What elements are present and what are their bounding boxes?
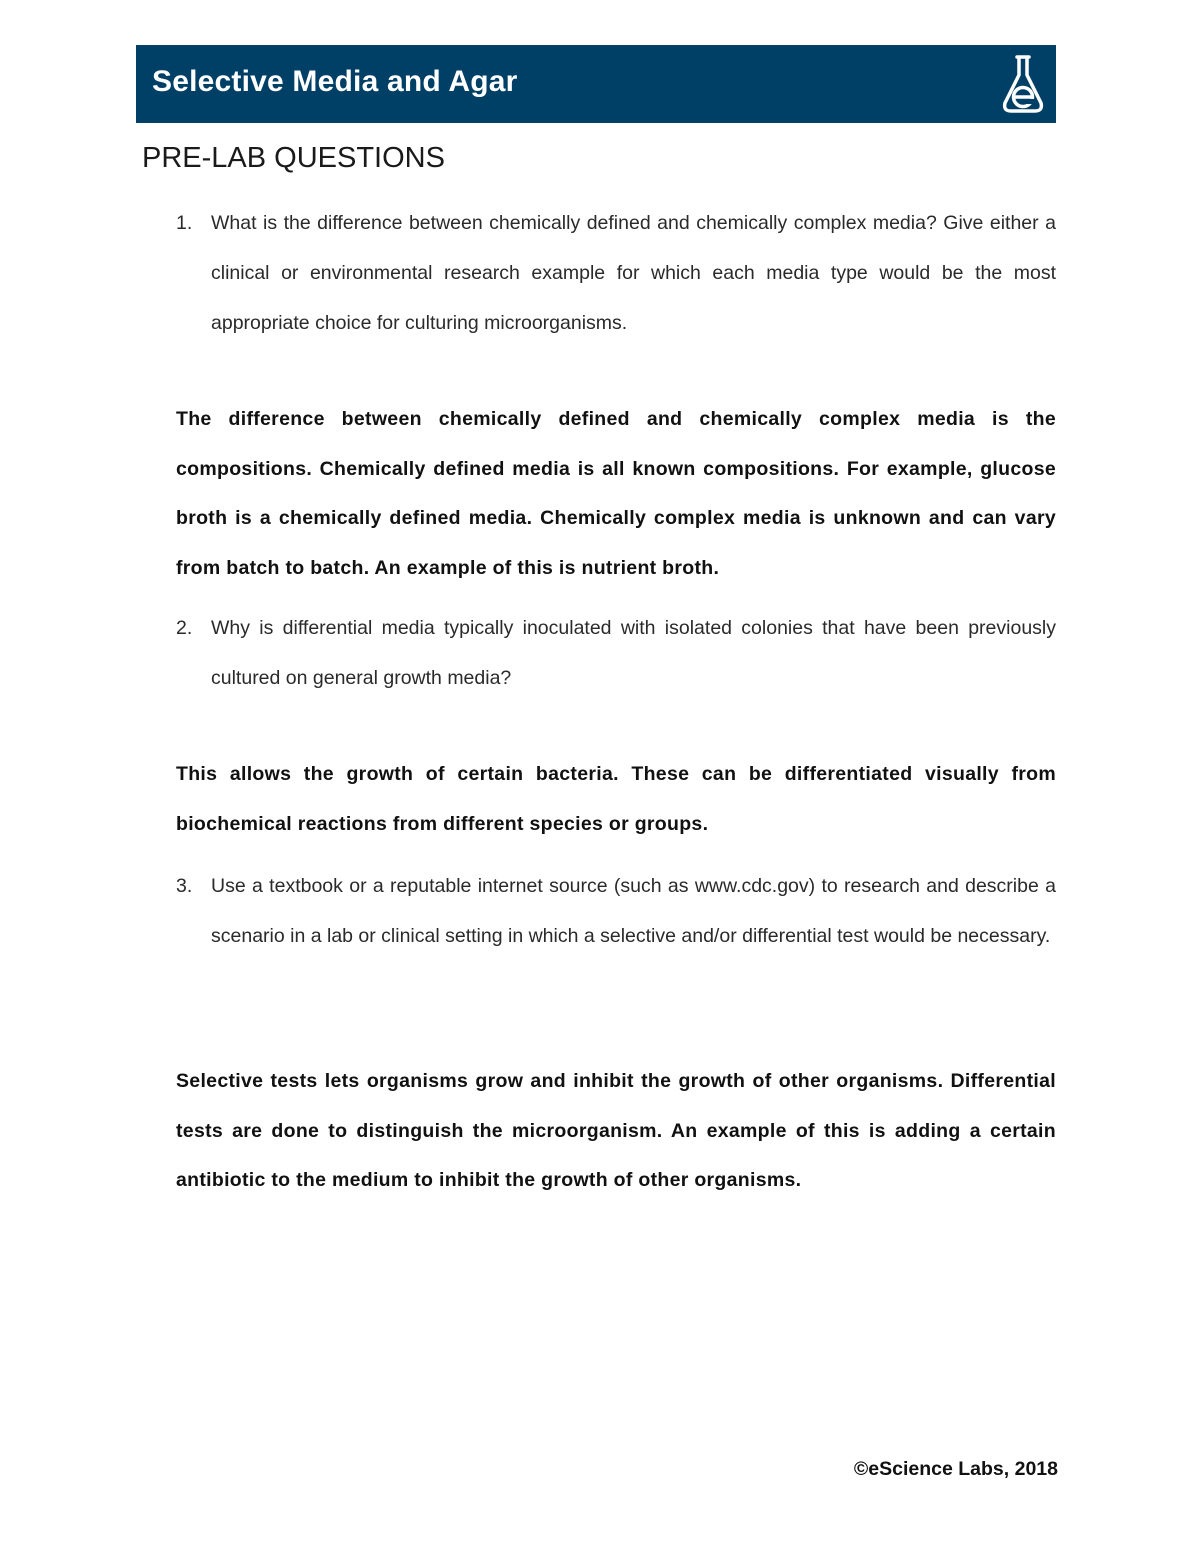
- answer-1: The difference between chemically defined and chemically complex media is the compositions. Chemically defined media is all known compositions. For example, glucose broth is a chemically defined media. Chemically complex media is unknown and can vary from batch to batch. An example of this is nutrient broth.: [176, 408, 1056, 579]
- copyright-footer: ©eScience Labs, 2018: [853, 1458, 1058, 1480]
- section-heading: PRE-LAB QUESTIONS: [142, 142, 445, 174]
- question-2: [176, 603, 1056, 703]
- question-1: [176, 198, 1056, 348]
- question-number: 2.: [176, 617, 193, 639]
- question-3: [176, 861, 1056, 961]
- answer-3: Selective tests lets organisms grow and inhibit the growth of other organisms. Differential tests are done to distinguish the microorganism. An example of this is adding a certain antibiotic to the medium to inhibit the growth of other organisms.: [176, 1070, 1056, 1191]
- question-number: 1.: [176, 212, 193, 234]
- question-text: Use a textbook or a reputable internet source (such as www.cdc.gov) to research and describe a scenario in a lab or clinical setting in which a selective and/or differential test would be necessary.: [211, 875, 1056, 947]
- flask-e-logo-icon: [1000, 53, 1046, 115]
- page-title: Selective Media and Agar: [152, 65, 518, 98]
- question-text: Why is differential media typically inoculated with isolated colonies that have been previously cultured on general growth media?: [211, 617, 1056, 689]
- question-text: What is the difference between chemically defined and chemically complex media? Give either a clinical or environmental research example for which each media type would be the most appropriate choice for culturing microorganisms.: [211, 212, 1056, 334]
- header-bar: [136, 45, 1056, 123]
- question-number: 3.: [176, 875, 193, 897]
- answer-2: This allows the growth of certain bacteria. These can be differentiated visually from biochemical reactions from different species or groups.: [176, 763, 1056, 835]
